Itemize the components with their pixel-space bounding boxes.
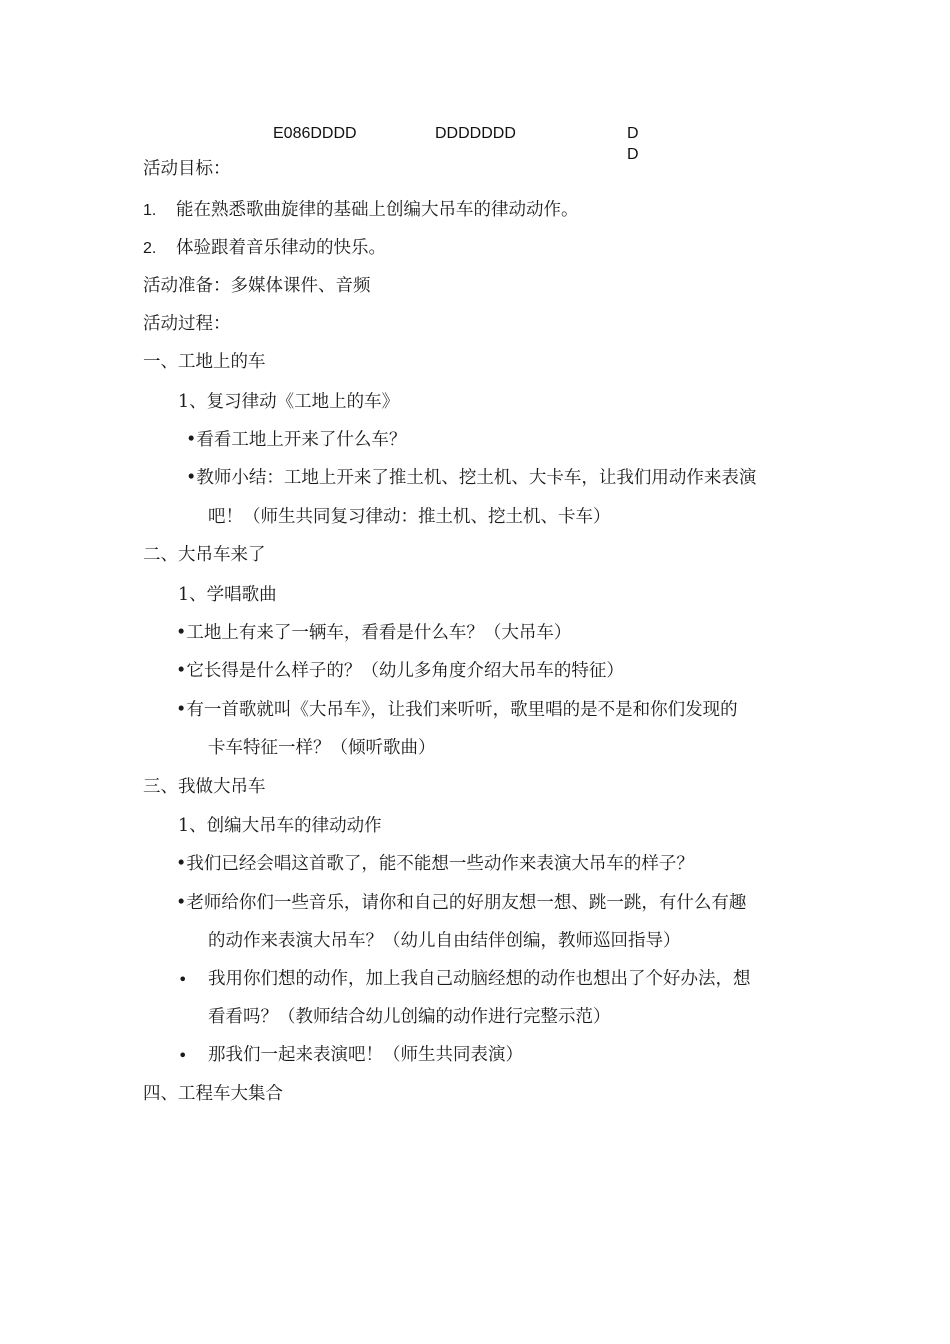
section-3-subtitle: 1、创编大吊车的律动动作 [178,816,382,836]
section-3-bullet-4-marker: • [178,1046,188,1065]
section-2-bullet-2: •它长得是什么样子的？（幼儿多角度介绍大吊车的特征） [176,661,624,681]
goal-1-number: 1. [143,202,157,219]
section-2-subtitle: 1、学唱歌曲 [178,585,277,605]
section-2-bullet-1: •工地上有来了一辆车，看看是什么车？（大吊车） [176,623,572,643]
section-2-bullet-3-line-1: •有一首歌就叫《大吊车》，让我们来听听，歌里唱的是不是和你们发现的 [176,700,738,720]
section-2-title: 二、大吊车来了 [143,545,266,565]
section-3-bullet-3-line-2: 看看吗？（教师结合幼儿创编的动作进行完整示范） [208,1007,611,1027]
header-right-top: D [627,125,639,142]
section-2-bullet-3-line-2: 卡车特征一样？（倾听歌曲） [208,738,436,758]
section-4-title: 四、工程车大集合 [143,1084,283,1104]
header-code: E086DDDD [273,125,357,142]
goal-2-number: 2. [143,240,157,257]
section-3-bullet-2-line-2: 的动作来表演大吊车？（幼儿自由结伴创编，教师巡回指导） [208,931,681,951]
section-1-subtitle: 1、复习律动《工地上的车》 [178,392,400,412]
section-1-title: 一、工地上的车 [143,352,266,372]
section-3-title: 三、我做大吊车 [143,777,266,797]
preparation: 活动准备：多媒体课件、音频 [143,276,371,296]
section-3-bullet-3-line-1: 我用你们想的动作，加上我自己动脑经想的动作也想出了个好办法，想 [208,969,751,989]
section-1-bullet-1: •看看工地上开来了什么车？ [186,430,407,450]
section-3-bullet-4-line-1: 那我们一起来表演吧！（师生共同表演） [208,1045,523,1065]
section-3-bullet-2-line-1: •老师给你们一些音乐，请你和自己的好朋友想一想、跳一跳，有什么有趣 [176,893,747,913]
goals-title: 活动目标： [143,159,231,179]
goal-2-text: 体验跟着音乐律动的快乐。 [176,238,386,258]
goal-1-text: 能在熟悉歌曲旋律的基础上创编大吊车的律动动作。 [176,200,579,220]
header-middle: DDDDDDD [435,125,516,142]
section-1-bullet-2-line-1: •教师小结：工地上开来了推土机、挖土机、大卡车，让我们用动作来表演 [186,468,757,488]
process-title: 活动过程： [143,314,231,334]
section-3-bullet-1: •我们已经会唱这首歌了，能不能想一些动作来表演大吊车的样子？ [176,854,694,874]
header-right-bottom: D [627,146,639,163]
section-1-bullet-2-line-2: 吧！（师生共同复习律动：推土机、挖土机、卡车） [208,507,611,527]
section-3-bullet-3-marker: • [178,970,188,989]
header-right [627,123,647,165]
